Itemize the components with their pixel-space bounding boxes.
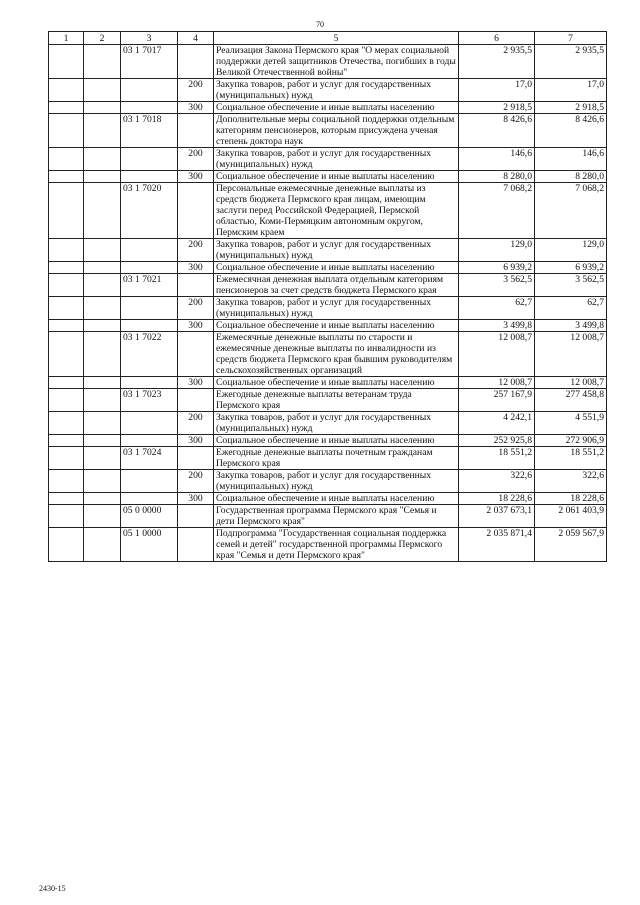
cell-col-2	[84, 447, 121, 470]
cell-amount-col-7: 6 939,2	[535, 262, 607, 274]
cell-target-code: 03 1 7021	[121, 274, 178, 297]
cell-expense-type: 300	[178, 377, 214, 389]
cell-target-code	[121, 102, 178, 114]
cell-expense-type: 300	[178, 262, 214, 274]
cell-col-2	[84, 45, 121, 79]
table-row	[49, 505, 607, 528]
cell-amount-col-7: 2 061 403,9	[535, 505, 607, 528]
cell-amount-col-7: 2 935,5	[535, 45, 607, 79]
cell-target-code: 03 1 7020	[121, 183, 178, 239]
cell-amount-col-6: 4 242,1	[459, 412, 535, 435]
cell-amount-col-7: 2 059 567,9	[535, 528, 607, 562]
cell-amount-col-6: 3 499,8	[459, 320, 535, 332]
cell-expense-type: 300	[178, 320, 214, 332]
cell-expense-type	[178, 45, 214, 79]
cell-description: Социальное обеспечение и иные выплаты населению	[214, 493, 459, 505]
cell-target-code	[121, 377, 178, 389]
cell-col-1	[49, 505, 84, 528]
cell-expense-type	[178, 183, 214, 239]
cell-amount-col-6: 8 426,6	[459, 114, 535, 148]
cell-col-1	[49, 79, 84, 102]
cell-expense-type: 200	[178, 148, 214, 171]
table-row	[49, 389, 607, 412]
cell-description: Социальное обеспечение и иные выплаты населению	[214, 435, 459, 447]
cell-expense-type	[178, 447, 214, 470]
cell-description: Закупка товаров, работ и услуг для государственных (муниципальных) нужд	[214, 470, 459, 493]
cell-col-2	[84, 297, 121, 320]
cell-target-code	[121, 297, 178, 320]
cell-expense-type	[178, 114, 214, 148]
cell-col-1	[49, 239, 84, 262]
cell-col-1	[49, 114, 84, 148]
table-row	[49, 262, 607, 274]
cell-description: Социальное обеспечение и иные выплаты населению	[214, 102, 459, 114]
cell-description: Ежегодные денежные выплаты ветеранам труда Пермского края	[214, 389, 459, 412]
column-header-5: 5	[214, 32, 459, 45]
table-row	[49, 183, 607, 239]
cell-col-2	[84, 528, 121, 562]
column-header-2: 2	[84, 32, 121, 45]
cell-amount-col-7: 18 228,6	[535, 493, 607, 505]
cell-target-code	[121, 79, 178, 102]
cell-col-2	[84, 389, 121, 412]
budget-table	[48, 31, 607, 562]
cell-description: Закупка товаров, работ и услуг для государственных (муниципальных) нужд	[214, 148, 459, 171]
cell-amount-col-6: 17,0	[459, 79, 535, 102]
cell-target-code	[121, 239, 178, 262]
cell-amount-col-6: 2 035 871,4	[459, 528, 535, 562]
cell-description: Социальное обеспечение и иные выплаты населению	[214, 262, 459, 274]
table-row	[49, 447, 607, 470]
cell-amount-col-7: 8 280,0	[535, 171, 607, 183]
cell-col-1	[49, 412, 84, 435]
cell-target-code: 03 1 7017	[121, 45, 178, 79]
cell-amount-col-7: 272 906,9	[535, 435, 607, 447]
cell-amount-col-7: 4 551,9	[535, 412, 607, 435]
cell-col-2	[84, 262, 121, 274]
cell-col-1	[49, 171, 84, 183]
cell-amount-col-6: 8 280,0	[459, 171, 535, 183]
cell-amount-col-6: 252 925,8	[459, 435, 535, 447]
cell-col-2	[84, 102, 121, 114]
cell-col-2	[84, 470, 121, 493]
table-row	[49, 435, 607, 447]
column-header-7: 7	[535, 32, 607, 45]
cell-col-2	[84, 183, 121, 239]
cell-col-2	[84, 274, 121, 297]
cell-expense-type: 300	[178, 171, 214, 183]
cell-description: Социальное обеспечение и иные выплаты населению	[214, 320, 459, 332]
cell-expense-type: 200	[178, 470, 214, 493]
column-header-4: 4	[178, 32, 214, 45]
cell-col-2	[84, 332, 121, 377]
cell-amount-col-7: 322,6	[535, 470, 607, 493]
cell-amount-col-7: 8 426,6	[535, 114, 607, 148]
document-footer-code: 2430-15	[39, 884, 66, 893]
cell-target-code	[121, 493, 178, 505]
cell-description: Подпрограмма "Государственная социальная поддержка семей и детей" государственной программы Пермского края "Семья и дети Пермского края"	[214, 528, 459, 562]
column-header-6: 6	[459, 32, 535, 45]
cell-col-1	[49, 389, 84, 412]
cell-description: Дополнительные меры социальной поддержки отдельным категориям пенсионеров, которым присуждена ученая степень доктора наук	[214, 114, 459, 148]
cell-amount-col-6: 129,0	[459, 239, 535, 262]
cell-target-code	[121, 320, 178, 332]
cell-amount-col-7: 3 562,5	[535, 274, 607, 297]
cell-amount-col-7: 12 008,7	[535, 332, 607, 377]
cell-amount-col-7: 18 551,2	[535, 447, 607, 470]
cell-target-code: 05 1 0000	[121, 528, 178, 562]
cell-amount-col-6: 2 037 673,1	[459, 505, 535, 528]
cell-expense-type	[178, 274, 214, 297]
cell-col-1	[49, 320, 84, 332]
cell-col-2	[84, 505, 121, 528]
cell-col-1	[49, 262, 84, 274]
cell-target-code	[121, 435, 178, 447]
table-row	[49, 171, 607, 183]
cell-amount-col-7: 17,0	[535, 79, 607, 102]
cell-amount-col-6: 257 167,9	[459, 389, 535, 412]
cell-amount-col-6: 2 935,5	[459, 45, 535, 79]
cell-target-code: 03 1 7022	[121, 332, 178, 377]
cell-description: Ежемесячные денежные выплаты по старости и ежемесячные денежные выплаты по инвалидности из средств бюджета Пермского края бывшим руководителям сельскохозяйственных организаций	[214, 332, 459, 377]
cell-col-1	[49, 183, 84, 239]
cell-col-1	[49, 528, 84, 562]
table-row	[49, 148, 607, 171]
cell-col-2	[84, 114, 121, 148]
table-row	[49, 332, 607, 377]
cell-col-1	[49, 297, 84, 320]
cell-description: Персональные ежемесячные денежные выплаты из средств бюджета Пермского края лицам, имеющим заслуги перед Российской Федерацией, Пермской областью, Коми-Пермяцким автономным округом, Пермским краем	[214, 183, 459, 239]
table-row	[49, 274, 607, 297]
table-row	[49, 45, 607, 79]
column-header-3: 3	[121, 32, 178, 45]
cell-description: Социальное обеспечение и иные выплаты населению	[214, 377, 459, 389]
cell-amount-col-7: 2 918,5	[535, 102, 607, 114]
cell-expense-type	[178, 332, 214, 377]
cell-amount-col-6: 12 008,7	[459, 332, 535, 377]
cell-col-1	[49, 470, 84, 493]
cell-expense-type: 300	[178, 493, 214, 505]
cell-col-2	[84, 493, 121, 505]
cell-target-code	[121, 470, 178, 493]
table-row	[49, 320, 607, 332]
table-row	[49, 528, 607, 562]
table-row	[49, 114, 607, 148]
table-row	[49, 79, 607, 102]
cell-target-code	[121, 412, 178, 435]
table-row	[49, 412, 607, 435]
table-row	[49, 377, 607, 389]
cell-amount-col-7: 62,7	[535, 297, 607, 320]
cell-description: Реализация Закона Пермского края "О мерах социальной поддержки детей защитников Отечества, погибших в годы Великой Отечественной войны"	[214, 45, 459, 79]
cell-description: Социальное обеспечение и иные выплаты населению	[214, 171, 459, 183]
cell-amount-col-6: 12 008,7	[459, 377, 535, 389]
cell-description: Закупка товаров, работ и услуг для государственных (муниципальных) нужд	[214, 79, 459, 102]
cell-amount-col-6: 3 562,5	[459, 274, 535, 297]
cell-expense-type: 200	[178, 412, 214, 435]
cell-amount-col-6: 18 551,2	[459, 447, 535, 470]
cell-col-2	[84, 148, 121, 171]
cell-description: Закупка товаров, работ и услуг для государственных (муниципальных) нужд	[214, 239, 459, 262]
cell-amount-col-6: 18 228,6	[459, 493, 535, 505]
cell-expense-type	[178, 505, 214, 528]
cell-amount-col-6: 7 068,2	[459, 183, 535, 239]
cell-col-1	[49, 102, 84, 114]
cell-target-code: 05 0 0000	[121, 505, 178, 528]
cell-col-2	[84, 239, 121, 262]
cell-amount-col-7: 277 458,8	[535, 389, 607, 412]
cell-amount-col-6: 2 918,5	[459, 102, 535, 114]
cell-col-1	[49, 148, 84, 171]
cell-amount-col-7: 12 008,7	[535, 377, 607, 389]
cell-amount-col-6: 322,6	[459, 470, 535, 493]
cell-description: Государственная программа Пермского края "Семья и дети Пермского края"	[214, 505, 459, 528]
cell-description: Закупка товаров, работ и услуг для государственных (муниципальных) нужд	[214, 412, 459, 435]
cell-col-1	[49, 45, 84, 79]
table-row	[49, 239, 607, 262]
cell-col-2	[84, 435, 121, 447]
cell-expense-type: 200	[178, 297, 214, 320]
cell-amount-col-7: 7 068,2	[535, 183, 607, 239]
cell-expense-type: 200	[178, 79, 214, 102]
cell-expense-type	[178, 389, 214, 412]
cell-amount-col-7: 3 499,8	[535, 320, 607, 332]
cell-target-code: 03 1 7018	[121, 114, 178, 148]
cell-target-code: 03 1 7023	[121, 389, 178, 412]
cell-amount-col-6: 62,7	[459, 297, 535, 320]
cell-col-1	[49, 493, 84, 505]
table-header-row	[49, 32, 607, 45]
cell-col-1	[49, 274, 84, 297]
cell-amount-col-6: 6 939,2	[459, 262, 535, 274]
cell-description: Закупка товаров, работ и услуг для государственных (муниципальных) нужд	[214, 297, 459, 320]
cell-description: Ежемесячная денежная выплата отдельным категориям пенсионеров за счет средств бюджета Пермского края	[214, 274, 459, 297]
cell-expense-type: 300	[178, 435, 214, 447]
cell-amount-col-7: 129,0	[535, 239, 607, 262]
cell-target-code	[121, 171, 178, 183]
cell-description: Ежегодные денежные выплаты почетным гражданам Пермского края	[214, 447, 459, 470]
page-number: 70	[316, 20, 324, 29]
cell-col-1	[49, 447, 84, 470]
cell-target-code	[121, 148, 178, 171]
cell-col-1	[49, 332, 84, 377]
cell-expense-type: 300	[178, 102, 214, 114]
table-row	[49, 102, 607, 114]
cell-col-2	[84, 79, 121, 102]
table-row	[49, 297, 607, 320]
table-row	[49, 470, 607, 493]
cell-expense-type	[178, 528, 214, 562]
cell-col-2	[84, 412, 121, 435]
cell-amount-col-7: 146,6	[535, 148, 607, 171]
cell-target-code: 03 1 7024	[121, 447, 178, 470]
cell-expense-type: 200	[178, 239, 214, 262]
cell-col-1	[49, 377, 84, 389]
cell-col-2	[84, 320, 121, 332]
column-header-1: 1	[49, 32, 84, 45]
cell-col-1	[49, 435, 84, 447]
cell-target-code	[121, 262, 178, 274]
table-row	[49, 493, 607, 505]
cell-amount-col-6: 146,6	[459, 148, 535, 171]
cell-col-2	[84, 171, 121, 183]
cell-col-2	[84, 377, 121, 389]
